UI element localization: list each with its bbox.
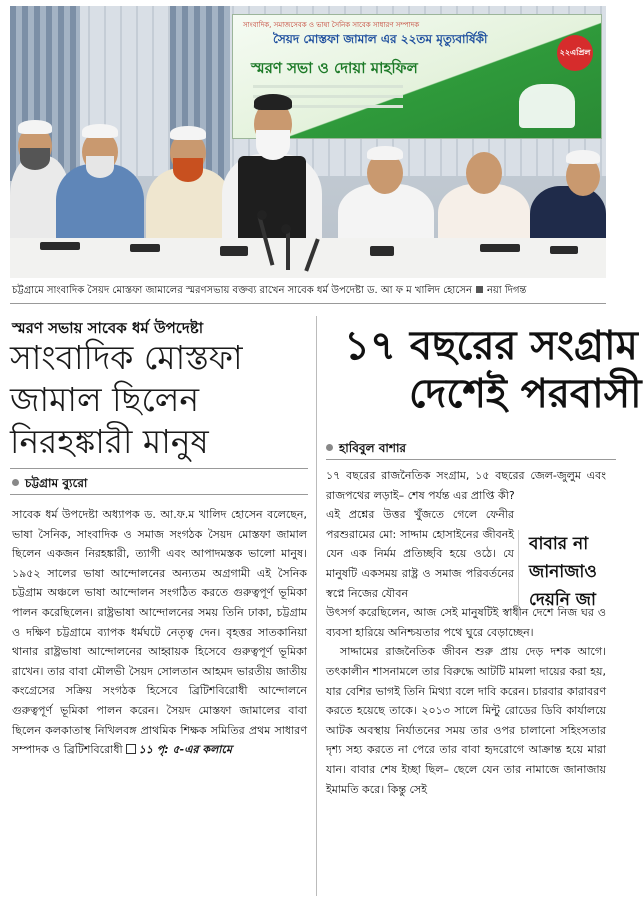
- person-2-cap: [82, 124, 118, 138]
- right-body-para-narrow: এই প্রশ্নের উত্তর খুঁজতে গেলে ফেনীর পরশুরামের মো: সাদ্দাম হোসাইনের জীবনই যেন এক নির্মম প্রতিচ্ছবি হয়ে ওঠে। যে মানুষটি একসময় রাষ্ট্র ও সমাজ পরিবর্তনের স্বপ্নে নিজের যৌবন: [326, 508, 514, 600]
- person-2-beard: [86, 156, 114, 178]
- caption-credit: নয়া দিগন্ত: [486, 285, 527, 296]
- teaser-line: দেয়নি জা: [529, 590, 596, 610]
- person-1-beard: [20, 148, 50, 170]
- person-7-cap: [566, 150, 600, 164]
- speaker-beard: [256, 130, 290, 160]
- right-byline: [326, 440, 406, 460]
- left-headline-line: নিরহঙ্কারী মানুষ: [10, 422, 209, 461]
- left-headline: [10, 337, 310, 463]
- person-3-cap: [170, 126, 206, 140]
- left-continuation: ১১ পৃ: ৫-এর কলামে: [138, 743, 233, 757]
- right-headline-line: দেশেই পরবাসী: [409, 371, 642, 417]
- right-headline-line: ১৭ বছরের সংগ্রাম: [344, 323, 638, 369]
- continued-box-icon: [126, 744, 136, 754]
- microphone-2: [286, 230, 290, 270]
- right-byline-text: হাবিবুল বাশার: [339, 441, 407, 455]
- teaser-line: জানাজাও: [529, 562, 597, 582]
- related-story-teaser[interactable]: [518, 530, 618, 620]
- person-1-cap: [18, 120, 52, 134]
- column-separator: [316, 316, 317, 896]
- person-3-beard: [173, 158, 203, 182]
- banner-date-badge: ২২এপ্রিল: [557, 35, 593, 71]
- speaker-cap: [254, 94, 292, 110]
- left-headline-line: সাংবাদিক মোস্তফা: [10, 338, 243, 377]
- caption-separator-icon: [476, 286, 483, 293]
- banner-top-text: সাংবাদিক, সমাজসেবক ও ভাষা সৈনিক সাবেক সাধারণ সম্পাদক: [243, 21, 420, 29]
- left-headline-line: জামাল ছিলেন: [10, 380, 200, 419]
- caption-rule: [10, 303, 606, 304]
- left-byline: [12, 475, 87, 495]
- left-kicker: স্মরণ সভায় সাবেক ধর্ম উপদেষ্টা: [12, 319, 204, 337]
- banner-book-icon: [519, 84, 575, 128]
- byline-bullet-icon: [326, 444, 333, 451]
- banner-title-text: স্মরণ সভা ও দোয়া মাহফিল: [251, 59, 418, 77]
- right-body-para: সাদ্দামের রাজনৈতিক জীবন শুরু প্রায় দেড় দশক আগে। তৎকালীন শাসনামলে তার বিরুদ্ধে আটটি মামলা দায়ের করা হয়, যার বেশির ভাগই তিনি মিথ্যা বলে দাবি করেন। চারবার কারাবরণ করতে হয়েছে তাকে। ২০১৩ সালে মিন্টু রোডের ডিবি কার্যালয়ে আটক অবস্থায় নির্যাতনের সময় তার ওপর চালানো সহিংসতার দৃশ্য সহ্য করতে না পেরে তার বাবা হৃদরোগে আক্রান্ত হয়ে মারা যান। বাবার শেষ ইচ্ছা ছিল– ছেলে যেন তার নামাজে জানাজায় ইমামতি করে। কিন্তু সেই: [326, 645, 606, 796]
- right-headline: [344, 322, 644, 418]
- left-body-text: সাবেক ধর্ম উপদেষ্টা অধ্যাপক ড. আ.ফ.ম খালিদ হোসেন বলেছেন, ভাষা সৈনিক, সাংবাদিক ও সমাজ সংগঠক সৈয়দ মোস্তফা জামাল ছিলেন একজন নিরহঙ্কারী, ত্যাগী এবং আপাদমস্তক ভালো মানুষ। ১৯৫২ সালের ভাষা আন্দোলনের অন্যতম অগ্রগামী এই সৈনিক চট্টগ্রাম অঞ্চলে ভাষা আন্দোলন সংগঠিত করতে গুরুত্বপূর্ণ ভূমিকা পালন করেছিলেন। রাষ্ট্রভাষা আন্দোলনের সময় তিনি ঢাকা, চট্টগ্রাম ও দক্ষিণ চট্টগ্রামে ব্যাপক ধর্মঘটে নেতৃত্ব দেন। বৃহত্তর সাতকানিয়া থানার রাষ্ট্রভাষা আন্দোলনের আহ্বায়ক হিসেবে গুরুত্বপূর্ণ ভূমিকা রাখেন। তার বাবা মৌলভী সৈয়দ সোলতান আহমদ ভারতীয় জাতীয় কংগ্রেসের সক্রিয় সংগঠক হিসেবে ব্রিটিশবিরোধী আন্দোলনে গুরুত্বপূর্ণ ভূমিকা পালন করেন। সৈয়দ মোস্তফা জামালের বাবা ছিলেন কলকাতাস্থ নিখিলবঙ্গ প্রাথমিক শিক্ষক সমিতির প্রথম সাধারণ সম্পাদক ও ব্রিটিশবিরোধী: [12, 508, 307, 757]
- right-byline-rule: [326, 459, 616, 460]
- photo-caption: [12, 284, 610, 298]
- news-photo: [10, 6, 606, 278]
- microphone-2-head: [281, 224, 291, 234]
- left-byline-rule: [10, 494, 308, 495]
- left-headline-rule: [10, 468, 308, 469]
- person-6-head: [466, 152, 502, 194]
- left-byline-text: চট্টগ্রাম ব্যুরো: [25, 476, 88, 490]
- banner-name-text: সৈয়দ মোস্তফা জামাল এর ২২তম মৃত্যুবার্ষিকী: [273, 32, 488, 46]
- right-body-para: ১৭ বছরের রাজনৈতিক সংগ্রাম, ১৫ বছরের জেল-জুলুম এবং রাজপথের লড়াই– শেষ পর্যন্ত এর প্রাপ্তি কী?: [326, 469, 606, 502]
- right-body-para: উৎসর্গ করেছিলেন, আজ সেই মানুষটিই স্বাধীন দেশে নিজ ঘর ও ব্যবসা হারিয়ে অনিশ্চয়তার পথে ঘুরে বেড়াচ্ছেন।: [326, 606, 606, 639]
- person-5-cap: [367, 146, 403, 160]
- teaser-line: বাবার না: [529, 534, 589, 554]
- caption-text: চট্টগ্রামে সাংবাদিক সৈয়দ মোস্তফা জামালের স্মরণসভায় বক্তব্য রাখেন সাবেক ধর্ম উপদেষ্টা ড. আ ফ ম খালিদ হোসেন: [12, 285, 472, 296]
- right-body: [326, 466, 606, 799]
- byline-bullet-icon: [12, 479, 19, 486]
- speaker-vest: [238, 156, 306, 246]
- left-body: [12, 505, 307, 760]
- microphone-1-head: [257, 210, 267, 220]
